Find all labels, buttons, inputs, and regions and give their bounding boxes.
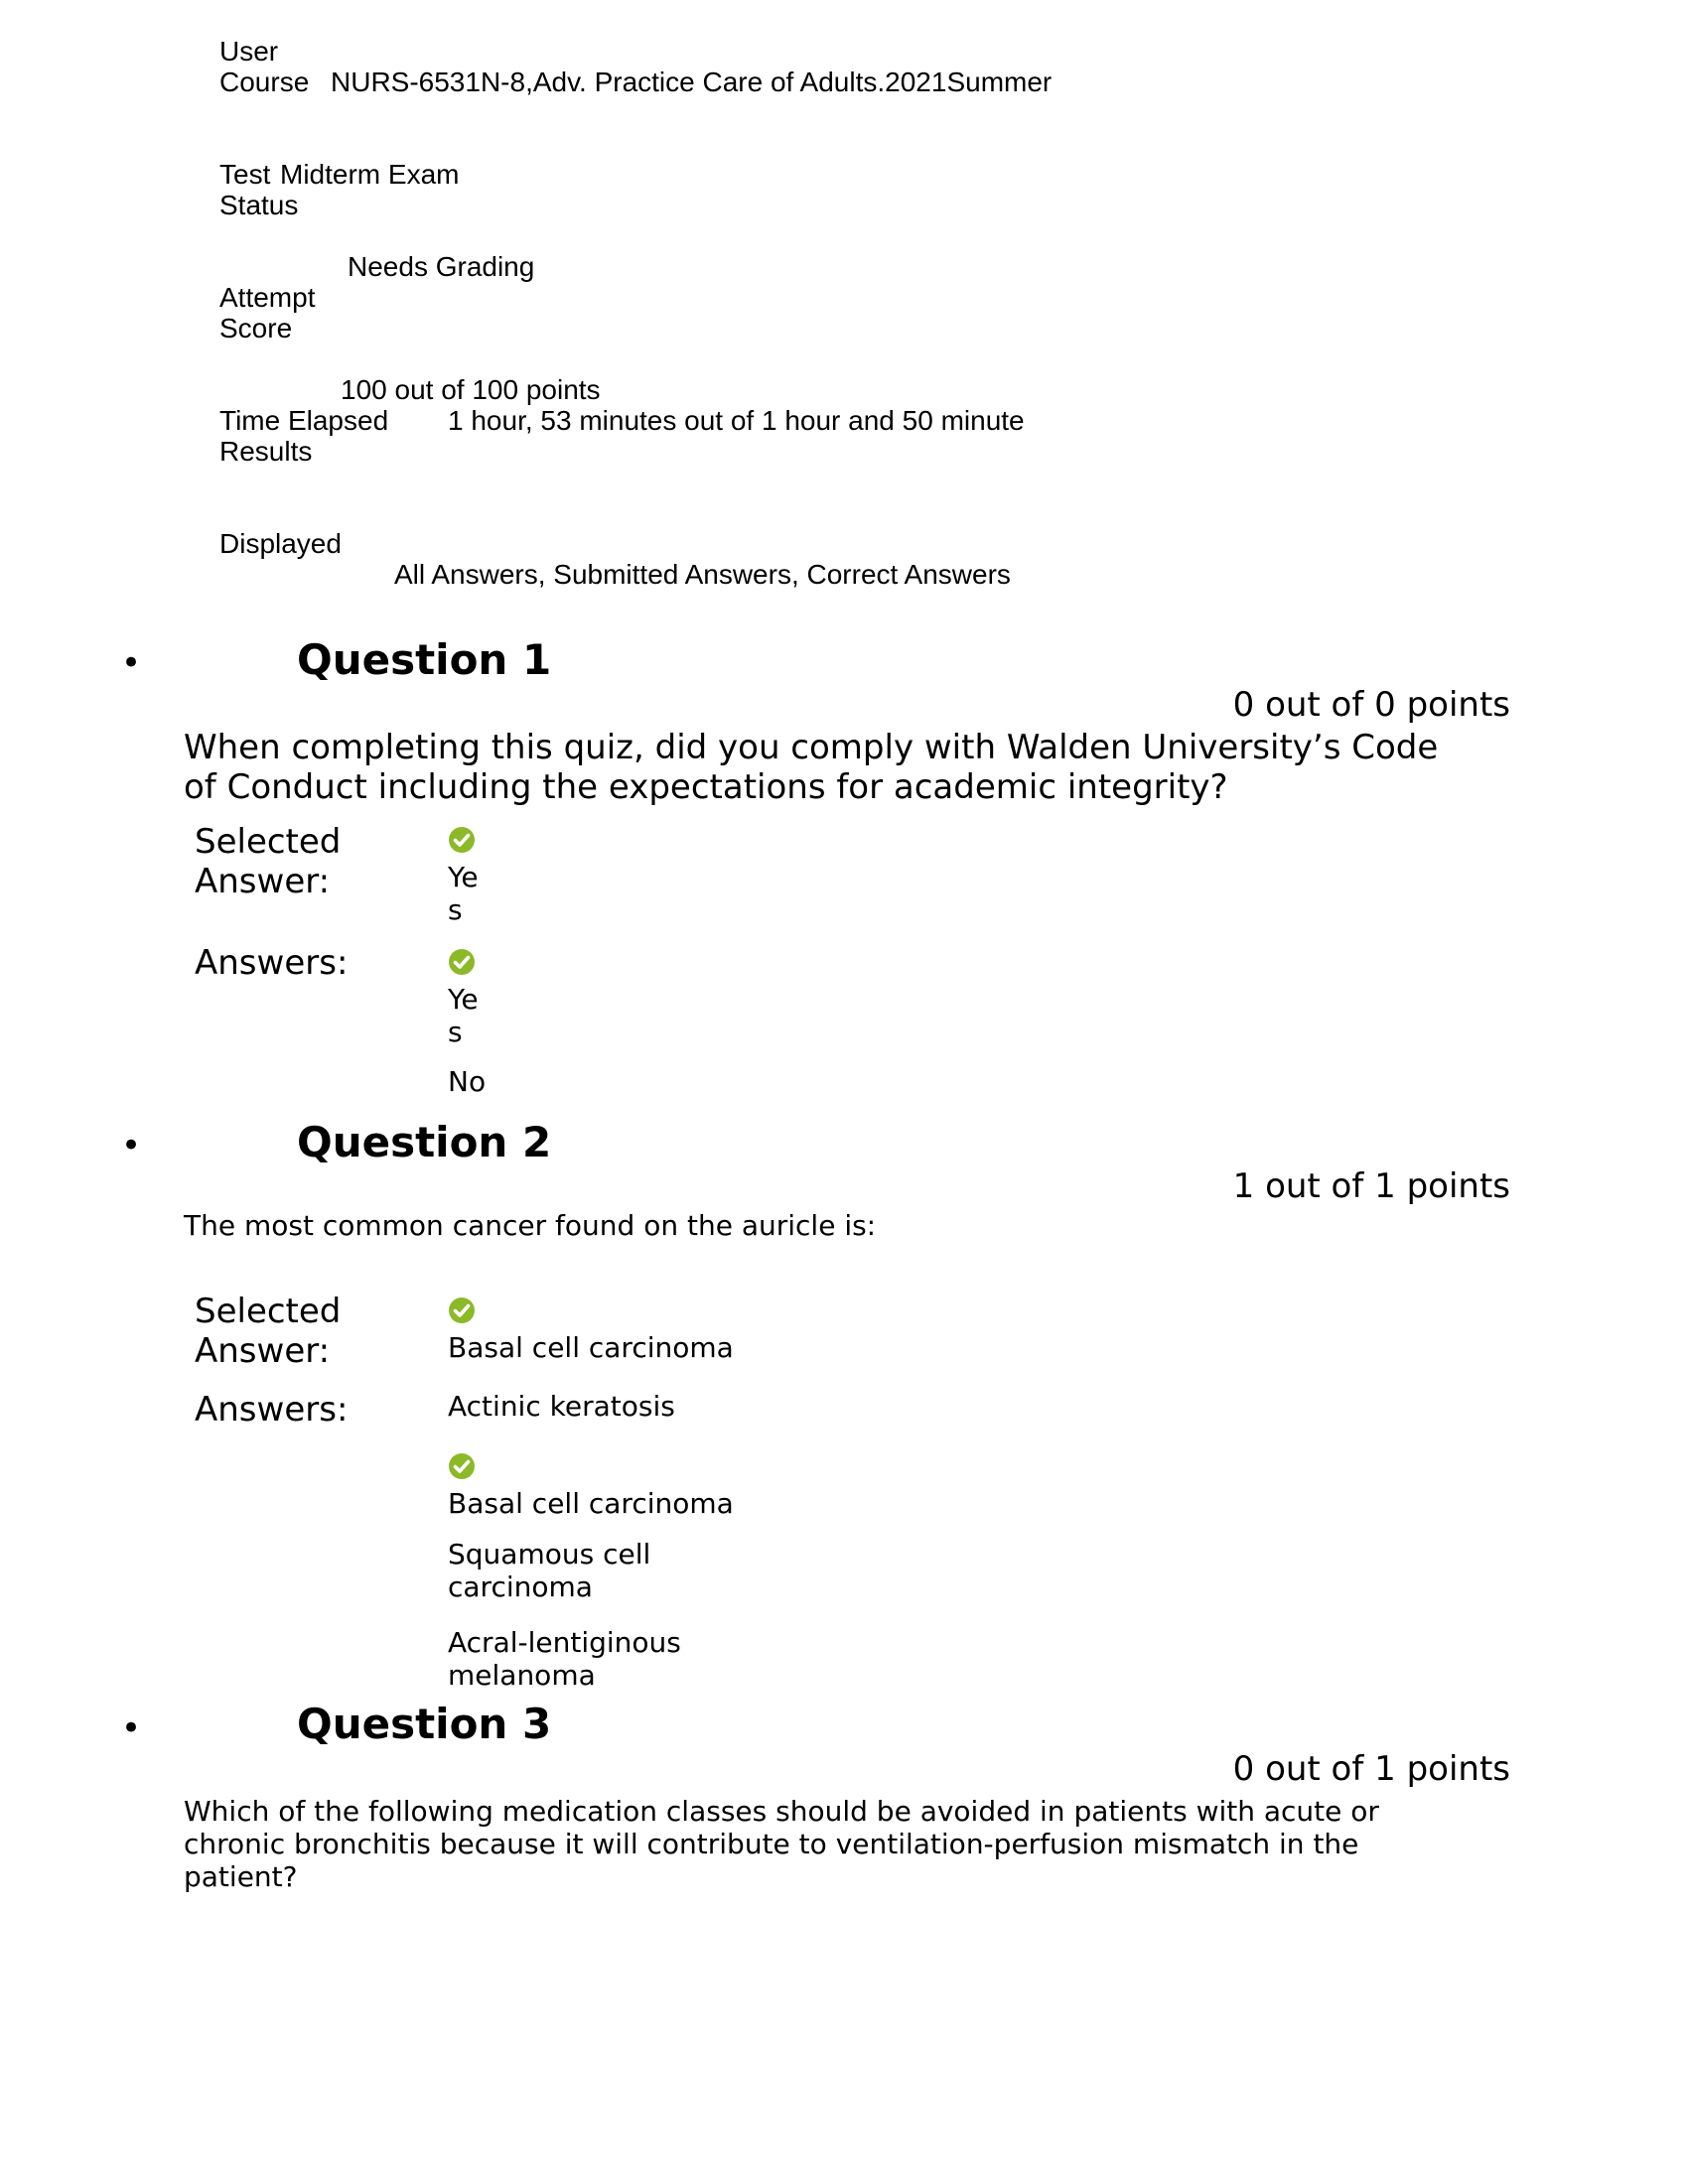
bullet: • <box>121 1708 142 1748</box>
course-value: NURS-6531N-8,Adv. Practice Care of Adults.2021Summer <box>331 67 1053 97</box>
question-points: 1 out of 1 points <box>1232 1166 1510 1206</box>
answer-option: Acral-lentiginous melanoma <box>448 1626 681 1692</box>
displayed-value: All Answers, Submitted Answers, Correct Answers <box>394 559 1011 590</box>
check-circle-icon <box>448 1297 476 1324</box>
check-circle-icon <box>448 826 476 854</box>
check-circle-icon <box>448 1452 476 1480</box>
time-elapsed-label: Time Elapsed <box>219 405 389 436</box>
displayed-label: Displayed <box>219 528 342 559</box>
course-label: Course <box>219 67 310 97</box>
answers-label: Answers: <box>195 1390 349 1430</box>
score-label: Score <box>219 313 293 343</box>
question-title: Question 1 <box>297 635 552 684</box>
answer-option: No <box>448 1065 487 1098</box>
question-text: The most common cancer found on the auricle is: <box>184 1209 877 1242</box>
question-points: 0 out of 0 points <box>1232 685 1510 725</box>
user-label: User <box>219 36 279 67</box>
selected-answer-value: Basal cell carcinoma <box>448 1331 734 1364</box>
test-value: Midterm Exam <box>280 159 460 190</box>
check-circle-icon <box>448 948 476 976</box>
status-value: Needs Grading <box>348 251 535 282</box>
selected-answer-label: Selected Answer: <box>195 1292 342 1371</box>
test-label: Test <box>219 159 271 190</box>
question-text: Which of the following medication classes should be avoided in patients with acute or chronic bronchitis because it will contribute to ventilation-perfusion mismatch in the patient? <box>184 1795 1379 1893</box>
bullet: • <box>121 1126 142 1165</box>
selected-answer-label: Selected Answer: <box>195 822 342 901</box>
answers-label: Answers: <box>195 943 349 983</box>
answer-option: Actinic keratosis <box>448 1390 675 1423</box>
answer-option: Basal cell carcinoma <box>448 1487 734 1520</box>
status-label: Status <box>219 190 299 220</box>
answer-option: Yes <box>448 983 479 1048</box>
question-title: Question 2 <box>297 1118 552 1166</box>
selected-answer-value: Yes <box>448 861 479 926</box>
bullet: • <box>121 643 142 683</box>
results-label: Results <box>219 436 313 467</box>
question-title: Question 3 <box>297 1700 552 1748</box>
time-elapsed-value: 1 hour, 53 minutes out of 1 hour and 50 minute <box>448 405 1025 436</box>
question-points: 0 out of 1 points <box>1232 1749 1510 1789</box>
score-value: 100 out of 100 points <box>341 374 601 405</box>
question-text: When completing this quiz, did you comply with Walden University’s Code of Conduct including the expectations for academic integrity? <box>184 728 1439 807</box>
attempt-label: Attempt <box>219 282 316 313</box>
answer-option: Squamous cell carcinoma <box>448 1538 651 1603</box>
